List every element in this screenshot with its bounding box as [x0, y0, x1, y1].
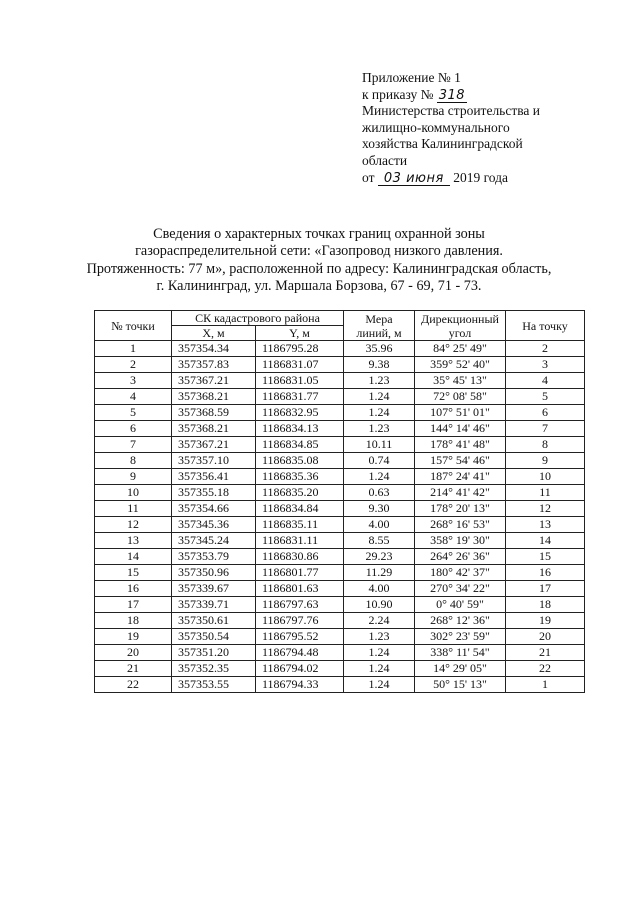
point-number-cell: 5	[95, 405, 172, 421]
to-point-cell: 9	[506, 453, 585, 469]
table-row	[95, 357, 585, 373]
direction-angle-cell: 107° 51' 01"	[415, 405, 506, 421]
to-point-cell: 14	[506, 533, 585, 549]
table-row	[95, 421, 585, 437]
point-number-cell: 8	[95, 453, 172, 469]
point-number-cell: 3	[95, 373, 172, 389]
title-line-3: Протяженность: 77 м», расположенной по адресу: Калининградская область,	[86, 260, 552, 277]
direction-angle-cell: 187° 24' 41"	[415, 469, 506, 485]
point-number-cell: 2	[95, 357, 172, 373]
line-measure-cell: 11.29	[344, 565, 415, 581]
appendix-date-line	[362, 170, 612, 187]
to-point-cell: 12	[506, 501, 585, 517]
line-measure-cell: 1.23	[344, 421, 415, 437]
date-handwritten: 03 июня	[378, 172, 450, 186]
header-angle-line-1: Дирекционный	[421, 311, 499, 326]
y-coordinate-cell: 1186835.11	[256, 517, 344, 533]
point-number-cell: 20	[95, 645, 172, 661]
line-measure-cell: 1.23	[344, 373, 415, 389]
to-point-cell: 18	[506, 597, 585, 613]
y-coordinate-cell: 1186835.20	[256, 485, 344, 501]
x-coordinate-cell: 357357.83	[172, 357, 256, 373]
table-row	[95, 501, 585, 517]
y-coordinate-cell: 1186794.48	[256, 645, 344, 661]
line-measure-cell: 1.24	[344, 677, 415, 693]
table-row	[95, 389, 585, 405]
y-coordinate-cell: 1186831.77	[256, 389, 344, 405]
appendix-line-5: хозяйства Калининградской	[362, 136, 523, 152]
table-row	[95, 341, 585, 357]
x-coordinate-cell: 357353.79	[172, 549, 256, 565]
y-coordinate-cell: 1186797.76	[256, 613, 344, 629]
appendix-line-4: жилищно-коммунального	[362, 119, 510, 135]
table-row	[95, 405, 585, 421]
x-coordinate-cell: 357345.36	[172, 517, 256, 533]
x-coordinate-cell: 357367.21	[172, 373, 256, 389]
direction-angle-cell: 268° 16' 53"	[415, 517, 506, 533]
x-coordinate-cell: 357351.20	[172, 645, 256, 661]
x-coordinate-cell: 357353.55	[172, 677, 256, 693]
table-row	[95, 581, 585, 597]
table-row	[95, 533, 585, 549]
to-point-cell: 22	[506, 661, 585, 677]
header-cadastral: СК кадастрового района	[172, 311, 344, 326]
y-coordinate-cell: 1186831.11	[256, 533, 344, 549]
table-row	[95, 677, 585, 693]
line-measure-cell: 1.24	[344, 389, 415, 405]
table-row	[95, 597, 585, 613]
to-point-cell: 19	[506, 613, 585, 629]
to-point-cell: 17	[506, 581, 585, 597]
line-measure-cell: 35.96	[344, 341, 415, 357]
line-measure-cell: 1.23	[344, 629, 415, 645]
x-coordinate-cell: 357350.61	[172, 613, 256, 629]
x-coordinate-cell: 357355.18	[172, 485, 256, 501]
x-coordinate-cell: 357368.59	[172, 405, 256, 421]
date-prefix: от	[362, 169, 375, 185]
y-coordinate-cell: 1186835.36	[256, 469, 344, 485]
x-coordinate-cell: 357367.21	[172, 437, 256, 453]
y-coordinate-cell: 1186831.05	[256, 373, 344, 389]
point-number-cell: 1	[95, 341, 172, 357]
direction-angle-cell: 214° 41' 42"	[415, 485, 506, 501]
table-row	[95, 485, 585, 501]
line-measure-cell: 0.63	[344, 485, 415, 501]
line-measure-cell: 4.00	[344, 581, 415, 597]
header-measure-line-2: линий, м	[356, 325, 402, 340]
points-table	[94, 310, 585, 693]
order-number-handwritten: 318	[438, 87, 466, 103]
direction-angle-cell: 180° 42' 37"	[415, 565, 506, 581]
table-row	[95, 565, 585, 581]
date-suffix: 2019 года	[453, 169, 509, 185]
to-point-cell: 2	[506, 341, 585, 357]
table-row	[95, 469, 585, 485]
to-point-cell: 10	[506, 469, 585, 485]
point-number-cell: 17	[95, 597, 172, 613]
line-measure-cell: 8.55	[344, 533, 415, 549]
to-point-cell: 1	[506, 677, 585, 693]
line-measure-cell: 10.90	[344, 597, 415, 613]
point-number-cell: 11	[95, 501, 172, 517]
to-point-cell: 21	[506, 645, 585, 661]
y-coordinate-cell: 1186797.63	[256, 597, 344, 613]
direction-angle-cell: 35° 45' 13"	[415, 373, 506, 389]
to-point-cell: 16	[506, 565, 585, 581]
header-angle	[415, 311, 506, 341]
x-coordinate-cell: 357352.35	[172, 661, 256, 677]
point-number-cell: 7	[95, 437, 172, 453]
header-measure	[344, 311, 415, 341]
point-number-cell: 18	[95, 613, 172, 629]
header-angle-line-2: угол	[448, 325, 472, 340]
x-coordinate-cell: 357357.10	[172, 453, 256, 469]
to-point-cell: 13	[506, 517, 585, 533]
to-point-cell: 3	[506, 357, 585, 373]
header-point: № точки	[95, 311, 172, 341]
y-coordinate-cell: 1186830.86	[256, 549, 344, 565]
direction-angle-cell: 358° 19' 30"	[415, 533, 506, 549]
line-measure-cell: 2.24	[344, 613, 415, 629]
table-row	[95, 645, 585, 661]
appendix-order-line	[362, 87, 612, 104]
line-measure-cell: 9.38	[344, 357, 415, 373]
y-coordinate-cell: 1186795.28	[256, 341, 344, 357]
x-coordinate-cell: 357350.96	[172, 565, 256, 581]
point-number-cell: 4	[95, 389, 172, 405]
to-point-cell: 11	[506, 485, 585, 501]
line-measure-cell: 1.24	[344, 405, 415, 421]
to-point-cell: 4	[506, 373, 585, 389]
header-measure-line-1: Мера	[365, 311, 393, 326]
point-number-cell: 16	[95, 581, 172, 597]
table-row	[95, 661, 585, 677]
y-coordinate-cell: 1186794.02	[256, 661, 344, 677]
table-row	[95, 629, 585, 645]
to-point-cell: 6	[506, 405, 585, 421]
point-number-cell: 13	[95, 533, 172, 549]
direction-angle-cell: 302° 23' 59"	[415, 629, 506, 645]
line-measure-cell: 1.24	[344, 469, 415, 485]
direction-angle-cell: 14° 29' 05"	[415, 661, 506, 677]
title-line-4: г. Калининград, ул. Маршала Борзова, 67 - 69, 71 - 73.	[156, 277, 482, 294]
y-coordinate-cell: 1186801.63	[256, 581, 344, 597]
x-coordinate-cell: 357354.34	[172, 341, 256, 357]
order-prefix: к приказу №	[362, 86, 434, 102]
table-row	[95, 517, 585, 533]
direction-angle-cell: 178° 41' 48"	[415, 437, 506, 453]
direction-angle-cell: 264° 26' 36"	[415, 549, 506, 565]
point-number-cell: 12	[95, 517, 172, 533]
direction-angle-cell: 50° 15' 13"	[415, 677, 506, 693]
point-number-cell: 21	[95, 661, 172, 677]
to-point-cell: 7	[506, 421, 585, 437]
table-row	[95, 373, 585, 389]
x-coordinate-cell: 357350.54	[172, 629, 256, 645]
direction-angle-cell: 270° 34' 22"	[415, 581, 506, 597]
x-coordinate-cell: 357339.71	[172, 597, 256, 613]
y-coordinate-cell: 1186794.33	[256, 677, 344, 693]
point-number-cell: 14	[95, 549, 172, 565]
to-point-cell: 5	[506, 389, 585, 405]
x-coordinate-cell: 357356.41	[172, 469, 256, 485]
table-row	[95, 453, 585, 469]
table-body	[95, 341, 585, 693]
table-row	[95, 549, 585, 565]
line-measure-cell: 10.11	[344, 437, 415, 453]
point-number-cell: 10	[95, 485, 172, 501]
point-number-cell: 6	[95, 421, 172, 437]
appendix-line-1: Приложение № 1	[362, 70, 461, 85]
y-coordinate-cell: 1186834.13	[256, 421, 344, 437]
point-number-cell: 15	[95, 565, 172, 581]
x-coordinate-cell: 357354.66	[172, 501, 256, 517]
direction-angle-cell: 0° 40' 59"	[415, 597, 506, 613]
direction-angle-cell: 178° 20' 13"	[415, 501, 506, 517]
direction-angle-cell: 157° 54' 46"	[415, 453, 506, 469]
line-measure-cell: 29.23	[344, 549, 415, 565]
x-coordinate-cell: 357368.21	[172, 421, 256, 437]
line-measure-cell: 0.74	[344, 453, 415, 469]
appendix-line-3: Министерства строительства и	[362, 103, 541, 119]
y-coordinate-cell: 1186834.85	[256, 437, 344, 453]
y-coordinate-cell: 1186801.77	[256, 565, 344, 581]
direction-angle-cell: 359° 52' 40"	[415, 357, 506, 373]
y-coordinate-cell: 1186795.52	[256, 629, 344, 645]
point-number-cell: 22	[95, 677, 172, 693]
document-title	[70, 226, 568, 295]
direction-angle-cell: 268° 12' 36"	[415, 613, 506, 629]
y-coordinate-cell: 1186834.84	[256, 501, 344, 517]
header-to-point: На точку	[506, 311, 585, 341]
to-point-cell: 20	[506, 629, 585, 645]
line-measure-cell: 1.24	[344, 645, 415, 661]
header-x: Х, м	[172, 326, 256, 341]
direction-angle-cell: 72° 08' 58"	[415, 389, 506, 405]
line-measure-cell: 4.00	[344, 517, 415, 533]
point-number-cell: 9	[95, 469, 172, 485]
title-line-2: газораспределительной сети: «Газопровод низкого давления.	[135, 243, 503, 260]
title-line-1: Сведения о характерных точках границ охранной зоны	[153, 226, 485, 242]
y-coordinate-cell: 1186832.95	[256, 405, 344, 421]
appendix-line-6: области	[362, 152, 408, 168]
x-coordinate-cell: 357339.67	[172, 581, 256, 597]
direction-angle-cell: 338° 11' 54"	[415, 645, 506, 661]
appendix-header	[362, 70, 612, 186]
table-row	[95, 613, 585, 629]
x-coordinate-cell: 357345.24	[172, 533, 256, 549]
line-measure-cell: 1.24	[344, 661, 415, 677]
header-y: Y, м	[256, 326, 344, 341]
point-number-cell: 19	[95, 629, 172, 645]
x-coordinate-cell: 357368.21	[172, 389, 256, 405]
y-coordinate-cell: 1186835.08	[256, 453, 344, 469]
line-measure-cell: 9.30	[344, 501, 415, 517]
to-point-cell: 15	[506, 549, 585, 565]
to-point-cell: 8	[506, 437, 585, 453]
table-row	[95, 437, 585, 453]
y-coordinate-cell: 1186831.07	[256, 357, 344, 373]
direction-angle-cell: 144° 14' 46"	[415, 421, 506, 437]
direction-angle-cell: 84° 25' 49"	[415, 341, 506, 357]
